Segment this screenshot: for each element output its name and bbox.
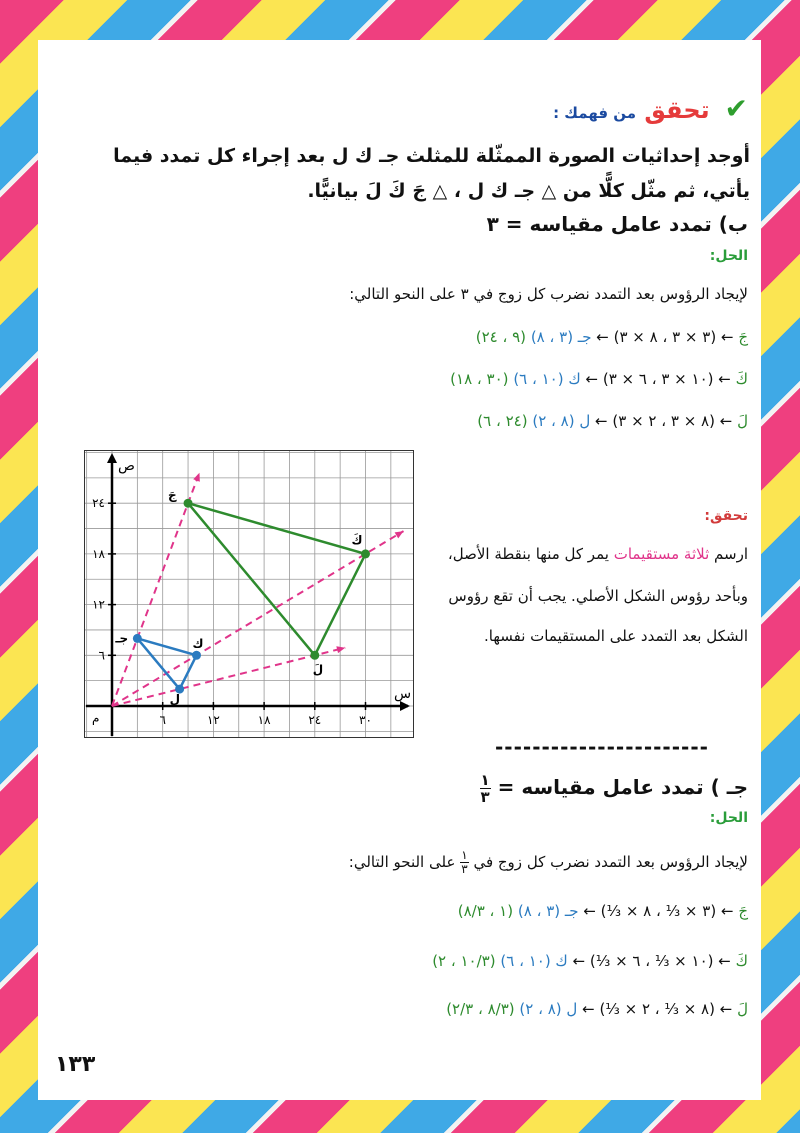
verify-line-2: وبأحد رؤوس الشكل الأصلي. يجب أن تقع رؤوس — [448, 587, 748, 605]
calc-value: (١٠ × ⅓ ، ٦ × ⅓) — [589, 952, 714, 970]
part-c-row-2: (١٠/٣ ، ٢) كَ ← (١٠ × ⅓ ، ٦ × ⅓) ← ك (١٠ ، ٦) — [432, 952, 748, 970]
calc-value: (٣ × ⅓ ، ٨ × ⅓) — [600, 902, 717, 920]
x-tick-label: ١٨ — [257, 713, 271, 727]
x-tick-label: ٦ — [159, 713, 166, 727]
image-vertex — [361, 549, 370, 558]
orig-vertex: جـ (٣ ، ٨) — [517, 902, 579, 920]
prime-vertex: لَ — [737, 1000, 748, 1018]
vertex-label-j: جـ — [115, 631, 129, 646]
prime-vertex: لَ — [737, 412, 748, 430]
intro-fraction: $\frac{١}{٣}$ — [461, 848, 468, 876]
x-tick-label: ١٢ — [206, 713, 220, 727]
part-b-row-2: (٣٠ ، ١٨) كَ ← (١٠ × ٣ ، ٦ × ٣) ← ك (١٠ ، ٦) — [450, 370, 748, 388]
result-value: (٨/٣ ، ٢/٣) — [446, 1000, 515, 1018]
vertex-label-l-prime: لَ — [312, 662, 324, 677]
part-c-solution-label: الحل: — [709, 810, 748, 826]
part-c-intro: لإيجاد الرؤوس بعد التمدد نضرب كل زوج في $\frac{١}{٣}$ على النحو التالي: — [348, 848, 748, 876]
calc-value: (٨ × ⅓ ، ٢ × ⅓) — [599, 1000, 715, 1018]
x-tick-label: ٣٠ — [359, 713, 372, 727]
part-c-row-1: (١ ، ٨/٣) جَ ← (٣ × ⅓ ، ٨ × ⅓) ← جـ (٣ ، ٨) — [457, 902, 748, 920]
check-understanding-title — [553, 94, 748, 124]
verify-line-3: الشكل بعد التمدد على المستقيمات نفسها. — [484, 627, 748, 645]
part-b-intro: لإيجاد الرؤوس بعد التمدد نضرب كل زوج في ٣ على النحو التالي: — [349, 285, 748, 303]
y-axis-label: ص — [118, 458, 135, 474]
part-b-row-1: (٩ ، ٢٤) جَ ← (٣ × ٣ ، ٨ × ٣) ← جـ (٣ ، ٨) — [475, 328, 748, 346]
x-axis-label: س — [394, 686, 412, 702]
result-value: (٩ ، ٢٤) — [475, 328, 527, 346]
graph-frame — [85, 451, 414, 738]
result-value: (٣٠ ، ١٨) — [450, 370, 509, 388]
subtitle-text: من فهمك : — [553, 104, 637, 122]
page-number: ١٣٣ — [55, 1052, 96, 1077]
part-c-row-3: (٨/٣ ، ٢/٣) لَ ← (٨ × ⅓ ، ٢ × ⅓) ← ل (٨ ، ٢) — [446, 1000, 748, 1018]
origin-label: م — [92, 711, 100, 725]
y-tick-label: ١٨ — [92, 546, 105, 561]
image-vertex — [184, 499, 193, 508]
y-tick-label: ٢٤ — [92, 496, 105, 511]
y-tick-label: ١٢ — [92, 597, 105, 612]
part-b-solution-label: الحل: — [709, 248, 748, 264]
part-b-row-3: (٢٤ ، ٦) لَ ← (٨ × ٣ ، ٢ × ٣) ← ل (٨ ، ٢) — [477, 412, 748, 430]
result-value: (٢٤ ، ٦) — [477, 412, 528, 430]
part-c-heading: جـ ) تمدد عامل مقياسه = $\frac{١}{٣}$ — [480, 771, 748, 806]
prime-vertex: كَ — [735, 370, 748, 388]
verify-line-1: ارسم ثلاثة مستقيمات يمر كل منها بنقطة الأصل، — [447, 545, 748, 563]
dilation-graph — [84, 450, 414, 738]
factor-fraction: $\frac{١}{٣}$ — [480, 771, 490, 806]
prime-vertex: جَ — [738, 902, 748, 920]
question-line-1: أوجد إحداثيات الصورة الممثّلة للمثلث جـ ك ل بعد إجراء كل تمدد فيما — [113, 145, 750, 167]
calc-value: (١٠ × ٣ ، ٦ × ٣) — [602, 370, 714, 388]
result-value: (١٠/٣ ، ٢) — [432, 952, 496, 970]
orig-vertex: جـ (٣ ، ٨) — [530, 328, 592, 346]
verify-label: تحقق: — [704, 508, 748, 524]
result-value: (١ ، ٨/٣) — [457, 902, 514, 920]
prime-vertex: جَ — [738, 328, 748, 346]
orig-vertex: ل (٨ ، ٢) — [532, 412, 591, 430]
orig-vertex: ل (٨ ، ٢) — [519, 1000, 578, 1018]
question-line-2: يأتي، ثم مثّل كلًّا من △ جـ ك ل ، △ جَ كَ لَ بيانيًّا. — [307, 180, 750, 202]
title-text: تحقق — [644, 96, 710, 124]
calc-value: (٨ × ٣ ، ٢ × ٣) — [612, 412, 715, 430]
x-tick-label: ٢٤ — [308, 713, 322, 727]
original-vertex — [192, 651, 201, 660]
vertex-label-l: ل — [169, 692, 181, 707]
vertex-label-j-prime: جَ — [168, 488, 177, 503]
section-separator: ----------------------- — [495, 735, 709, 759]
image-vertex — [310, 651, 319, 660]
highlight-text: ثلاثة مستقيمات — [613, 545, 710, 563]
vertex-label-k: ك — [192, 636, 204, 651]
calc-value: (٣ × ٣ ، ٨ × ٣) — [613, 328, 717, 346]
part-b-heading: ب) تمدد عامل مقياسه = ٣ — [486, 212, 748, 236]
orig-vertex: ك (١٠ ، ٦) — [500, 952, 568, 970]
orig-vertex: ك (١٠ ، ٦) — [513, 370, 581, 388]
y-tick-label: ٦ — [98, 648, 105, 663]
prime-vertex: كَ — [735, 952, 748, 970]
original-vertex — [133, 634, 142, 643]
vertex-label-k-prime: كَ — [351, 532, 363, 547]
checkmark-icon: ✔ — [724, 92, 748, 125]
